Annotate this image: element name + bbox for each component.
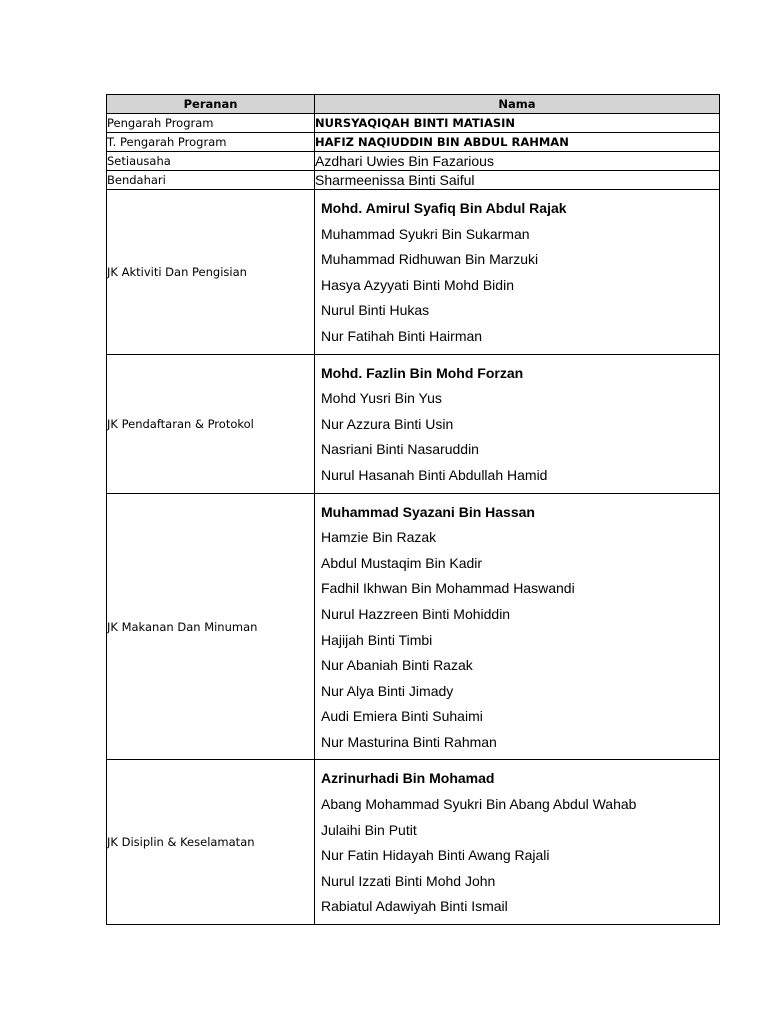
role-cell: Bendahari <box>107 171 315 190</box>
row-setiausaha <box>107 152 720 171</box>
committee-member: Hasya Azyyati Binti Mohd Bidin <box>321 276 514 293</box>
table-header <box>107 95 720 114</box>
committee-member: Abdul Mustaqim Bin Kadir <box>321 554 483 571</box>
row-bendahari <box>107 171 720 190</box>
committee-member: Nasriani Binti Nasaruddin <box>321 441 479 458</box>
name-cell: Sharmeenissa Binti Saiful <box>315 171 720 190</box>
committee-member: Nur Masturina Binti Rahman <box>321 733 497 750</box>
committee-member: Fadhil Ikhwan Bin Mohammad Haswandi <box>321 580 575 597</box>
committee-leader: Azrinurhadi Bin Mohamad <box>321 770 495 787</box>
committee-leader: Mohd. Fazlin Bin Mohd Forzan <box>321 364 524 381</box>
committee-member: Nur Abaniah Binti Razak <box>321 657 473 674</box>
committee-member: Nurul Izzati Binti Mohd John <box>321 872 496 889</box>
name-cell: NURSYAQIQAH BINTI MATIASIN <box>315 114 720 133</box>
committee-role: JK Aktiviti Dan Pengisian <box>107 190 315 355</box>
committee-role: JK Makanan Dan Minuman <box>107 493 315 760</box>
committee-member: Nur Alya Binti Jimady <box>321 682 454 699</box>
row-timbalan-pengarah <box>107 133 720 152</box>
committee-row-disiplin <box>107 760 720 925</box>
committee-member: Rabiatul Adawiyah Binti Ismail <box>321 898 508 915</box>
header-row <box>107 95 720 114</box>
role-cell: Setiausaha <box>107 152 315 171</box>
committee-member: Audi Emiera Binti Suhaimi <box>321 708 483 725</box>
committee-role: JK Pendaftaran & Protokol <box>107 354 315 493</box>
role-cell: Pengarah Program <box>107 114 315 133</box>
row-pengarah-program <box>107 114 720 133</box>
committee-row-makanan <box>107 493 720 760</box>
name-cell: Azdhari Uwies Bin Fazarious <box>315 152 720 171</box>
committee-member: Nur Fatihah Binti Hairman <box>321 327 483 344</box>
table-body <box>107 114 720 925</box>
role-cell: T. Pengarah Program <box>107 133 315 152</box>
committee-members <box>315 190 720 355</box>
committee-member: Julaihi Bin Putit <box>321 821 417 838</box>
header-role: Peranan <box>107 95 315 114</box>
header-name: Nama <box>315 95 720 114</box>
committee-member: Nurul Hazzreen Binti Mohiddin <box>321 605 511 622</box>
committee-members <box>315 760 720 925</box>
committee-member: Hajijah Binti Timbi <box>321 631 433 648</box>
committee-members <box>315 354 720 493</box>
name-cell: HAFIZ NAQIUDDIN BIN ABDUL RAHMAN <box>315 133 720 152</box>
committee-members <box>315 493 720 760</box>
committee-member: Nurul Hasanah Binti Abdullah Hamid <box>321 466 548 483</box>
committee-member: Mohd Yusri Bin Yus <box>321 390 442 407</box>
committee-member: Nur Fatin Hidayah Binti Awang Rajali <box>321 847 550 864</box>
committee-member: Muhammad Ridhuwan Bin Marzuki <box>321 251 539 268</box>
committee-row-pendaftaran <box>107 354 720 493</box>
committee-member: Muhammad Syukri Bin Sukarman <box>321 225 530 242</box>
committee-member: Hamzie Bin Razak <box>321 529 437 546</box>
committee-table <box>106 94 720 925</box>
committee-member: Nurul Binti Hukas <box>321 302 430 319</box>
committee-member: Abang Mohammad Syukri Bin Abang Abdul Wahab <box>321 796 637 813</box>
committee-row-aktiviti <box>107 190 720 355</box>
committee-leader: Mohd. Amirul Syafiq Bin Abdul Rajak <box>321 200 567 216</box>
committee-leader: Muhammad Syazani Bin Hassan <box>321 503 535 520</box>
committee-role: JK Disiplin & Keselamatan <box>107 760 315 925</box>
committee-member: Nur Azzura Binti Usin <box>321 415 454 432</box>
